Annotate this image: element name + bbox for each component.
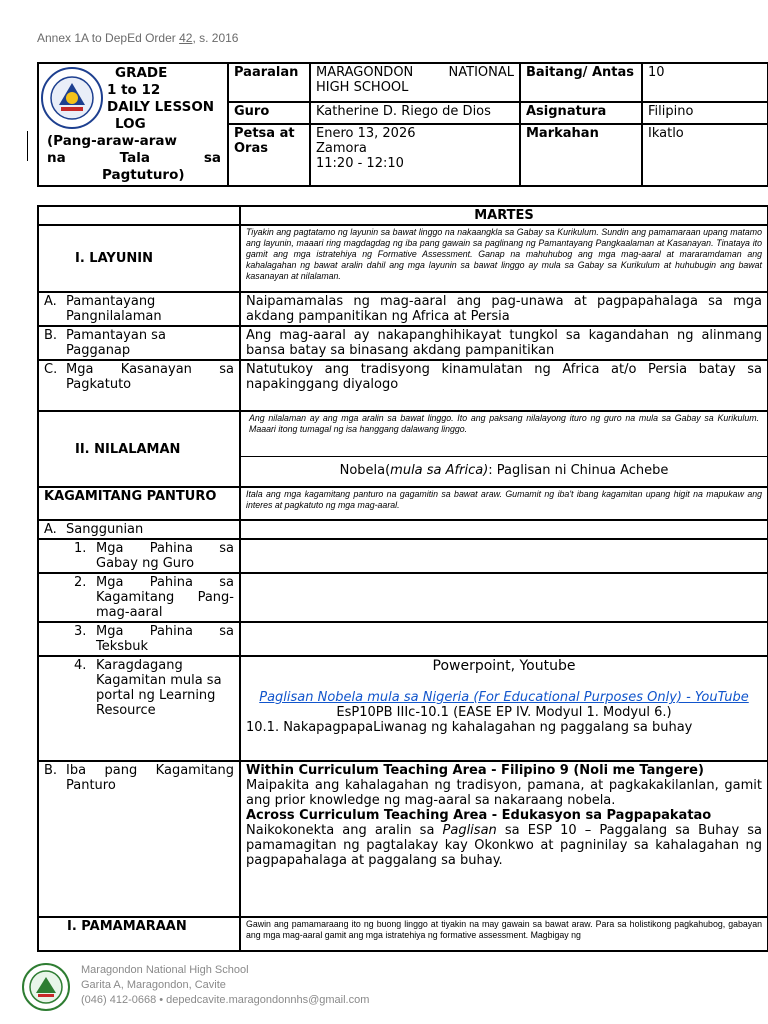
markahan-value: Ikatlo xyxy=(642,124,768,186)
kagamitang-pang-mag-aaral-value xyxy=(240,573,768,622)
nobela-title xyxy=(241,457,767,484)
nobela-origin: mula sa Africa) xyxy=(390,463,489,478)
annex-order-number: 42 xyxy=(179,31,193,45)
pamamaraan-label: I. PAMAMARAAN xyxy=(38,917,240,951)
asignatura-label: Asignatura xyxy=(520,102,642,124)
item-number-3: 3. xyxy=(74,624,87,639)
teksbuk-label xyxy=(38,622,240,656)
item-number-1: 1. xyxy=(74,541,87,556)
title-line-4: LOG xyxy=(115,116,146,132)
deped-seal-logo xyxy=(41,67,103,129)
petsa-label: Petsa at Oras xyxy=(228,124,310,186)
petsa-section: Zamora xyxy=(316,141,367,156)
kasanayan-label xyxy=(38,360,240,411)
esp-competency: 10.1. NakapagpapaLiwanag ng kahalagahan ng paggalang sa buhay xyxy=(246,720,693,735)
pamantayan-sa-pagganap-label xyxy=(38,326,240,360)
across-curriculum-text xyxy=(246,823,762,868)
sanggunian-letter: A. xyxy=(44,522,57,537)
item-text-1: Mga Pahina sa Gabay ng Guro xyxy=(96,541,234,571)
iba-pang-kagamitan-label xyxy=(38,761,240,917)
petsa-time: 11:20 - 12:10 xyxy=(316,156,404,171)
title-line-1: GRADE xyxy=(115,65,168,81)
kagamitan-note: Itala ang mga kagamitang panturo na gagamitin sa bawat araw. Gumamit ng iba't ibang kagamitan upang higit na mapukaw ang interes at pagkatuto ng mga mag-aaral. xyxy=(240,487,768,520)
kagamitang-pang-mag-aaral-label xyxy=(38,573,240,622)
guro-value: Katherine D. Riego de Dios xyxy=(310,102,520,124)
footer-contact: (046) 412-0668 • depedcavite.maragondonnhs@gmail.com xyxy=(81,994,370,1006)
petsa-date: Enero 13, 2026 xyxy=(316,126,416,141)
markahan-label: Markahan xyxy=(520,124,642,186)
layunin-note: Tiyakin ang pagtatamo ng layunin sa bawat linggo na nakaangkla sa Gabay sa Kurikulum. Sundin ang pamamaraan upang matamo ang layunin, maaari ring magdagdag ng iba pang gawain sa paglinang ng Pamantayang Pangkaalaman at Kasanayan. Tinataya ito gamit ang mga istratehiya ng Formative Assessment. Ganap na mahuhubog ang mga mag-aaral at mararamdaman ang kahalagahan ng bawat aralin dahil ang mga layunin sa bawat linggo ay mula sa Gabay sa Kurikulum at huhubugin ang bawat kasanayan at nilalaman. xyxy=(240,225,768,292)
iba-letter: B. xyxy=(44,763,58,778)
layunin-label: I. LAYUNIN xyxy=(38,225,240,292)
paaralan-label: Paaralan xyxy=(228,63,310,102)
petsa-value xyxy=(310,124,520,186)
across-italic: Paglisan xyxy=(442,823,497,838)
title-line-2: 1 to 12 xyxy=(107,82,161,98)
item-label-b: Pamantayan sa Pagganap xyxy=(66,328,166,358)
esp-code: EsP10PB IIIc-10.1 (EASE EP IV. Modyul 1. Modyul 6.) xyxy=(336,705,672,720)
within-curriculum-title: Within Curriculum Teaching Area - Filipino 9 (Noli me Tangere) xyxy=(246,763,704,778)
item-letter-c: C. xyxy=(44,362,58,377)
paaralan-value: MARAGONDON NATIONAL HIGH SCHOOL xyxy=(310,63,520,102)
item-number-4: 4. xyxy=(74,658,87,673)
iba-pang-kagamitan-value xyxy=(240,761,768,917)
within-curriculum-text: Maipakita ang kahalagahan ng tradisyon, pamana, at pagkakakilanlan, gamit ang prior knowledge ng mag-aaral sa nakaraang nobela. xyxy=(246,778,762,808)
teksbuk-value xyxy=(240,622,768,656)
item-number-2: 2. xyxy=(74,575,87,590)
title-line-5: (Pang-araw-araw xyxy=(47,133,177,149)
item-label-c: Mga Kasanayan sa Pagkatuto xyxy=(66,362,234,392)
gabay-guro-label xyxy=(38,539,240,573)
nilalaman-cell xyxy=(240,411,768,487)
karagdagang-kagamitan-label xyxy=(38,656,240,761)
kasanayan-value: Natutukoy ang tradisyong kinamulatan ng Africa at/o Persia batay sa napakinggang diyalogo xyxy=(240,360,768,411)
footer-school: Maragondon National High School xyxy=(81,964,249,976)
item-letter-a: A. xyxy=(44,294,57,309)
iba-text: Iba pang Kagamitang Panturo xyxy=(66,763,234,793)
nobela-pre: Nobela( xyxy=(339,463,391,478)
guro-label: Guro xyxy=(228,102,310,124)
title-line-6: na Tala sa xyxy=(47,150,221,166)
school-seal-logo xyxy=(22,963,70,1011)
text-cursor xyxy=(27,131,28,161)
baitang-label: Baitang/ Antas xyxy=(520,63,642,102)
kagamitan-label: KAGAMITANG PANTURO xyxy=(38,487,240,520)
pamantayang-pangnilalaman-value: Naipamamalas ng mag-aaral ang pag-unawa at pagpapahalaga sa mga akdang pampanitikan ng Africa at Persia xyxy=(240,292,768,326)
header-table xyxy=(37,62,768,187)
annex-prefix: Annex 1A to DepEd Order xyxy=(37,31,180,45)
nobela-post: : Paglisan ni Chinua Achebe xyxy=(488,463,669,478)
item-label-a: Pamantayang Pangnilalaman xyxy=(66,294,162,324)
asignatura-value: Filipino xyxy=(642,102,768,124)
footer xyxy=(81,963,369,1008)
sanggunian-label xyxy=(38,520,240,539)
pamantayan-sa-pagganap-value: Ang mag-aaral ay nakapanghihikayat tungkol sa kagandahan ng alinmang bansa batay sa binasang akdang pampanitikan xyxy=(240,326,768,360)
pamamaraan-note: Gawin ang pamamaraang ito ng buong linggo at tiyakin na may gawain sa bawat araw. Para sa holistikong pagkahubog, gabayan ang mga mag-aaral gamit ang mga istratehiya ng formative assessment. Magbigay ng xyxy=(240,917,768,951)
item-text-4: Karagdagang Kagamitan mula sa portal ng Learning Resource xyxy=(96,658,222,718)
gabay-guro-value xyxy=(240,539,768,573)
sanggunian-text: Sanggunian xyxy=(66,522,144,537)
youtube-link[interactable]: Paglisan Nobela mula sa Nigeria (For Educational Purposes Only) - YouTube xyxy=(259,690,749,705)
item-text-3: Mga Pahina sa Teksbuk xyxy=(96,624,234,654)
title-line-7: Pagtuturo) xyxy=(102,167,185,183)
footer-address: Garita A, Maragondon, Cavite xyxy=(81,979,226,991)
title-line-3: DAILY LESSON xyxy=(107,99,215,115)
item-letter-b: B. xyxy=(44,328,58,343)
annex-suffix: , s. 2016 xyxy=(192,31,239,45)
pamantayang-pangnilalaman-label xyxy=(38,292,240,326)
across-post: sa ESP 10 – Paggalang sa Buhay sa pamamagitan ng pagtalakay kay Okonkwo at pagninilay sa kahalagahan ng pagpapahalaga at paggalang sa buhay. xyxy=(246,823,762,868)
day-header: MARTES xyxy=(240,206,768,225)
nilalaman-label: II. NILALAMAN xyxy=(38,411,240,487)
annex-caption xyxy=(37,31,238,45)
karagdagang-kagamitan-value xyxy=(240,656,768,761)
day-header-blank xyxy=(38,206,240,225)
resource-title: Powerpoint, Youtube xyxy=(432,658,576,674)
nilalaman-note: Ang nilalaman ay ang mga aralin sa bawat linggo. Ito ang paksang nilalayong ituro ng guro na mula sa Gabay sa Kurikulum. Maaari itong tumagal ng isa hanggang dalawang linggo. xyxy=(241,412,767,457)
baitang-value: 10 xyxy=(642,63,768,102)
across-pre: Naikokonekta ang aralin sa xyxy=(246,823,443,838)
item-text-2: Mga Pahina sa Kagamitang Pang-mag-aaral xyxy=(96,575,234,620)
across-curriculum-title: Across Curriculum Teaching Area - Edukasyon sa Pagpapakatao xyxy=(246,808,712,823)
lesson-log-table xyxy=(37,205,768,952)
sanggunian-value xyxy=(240,520,768,539)
